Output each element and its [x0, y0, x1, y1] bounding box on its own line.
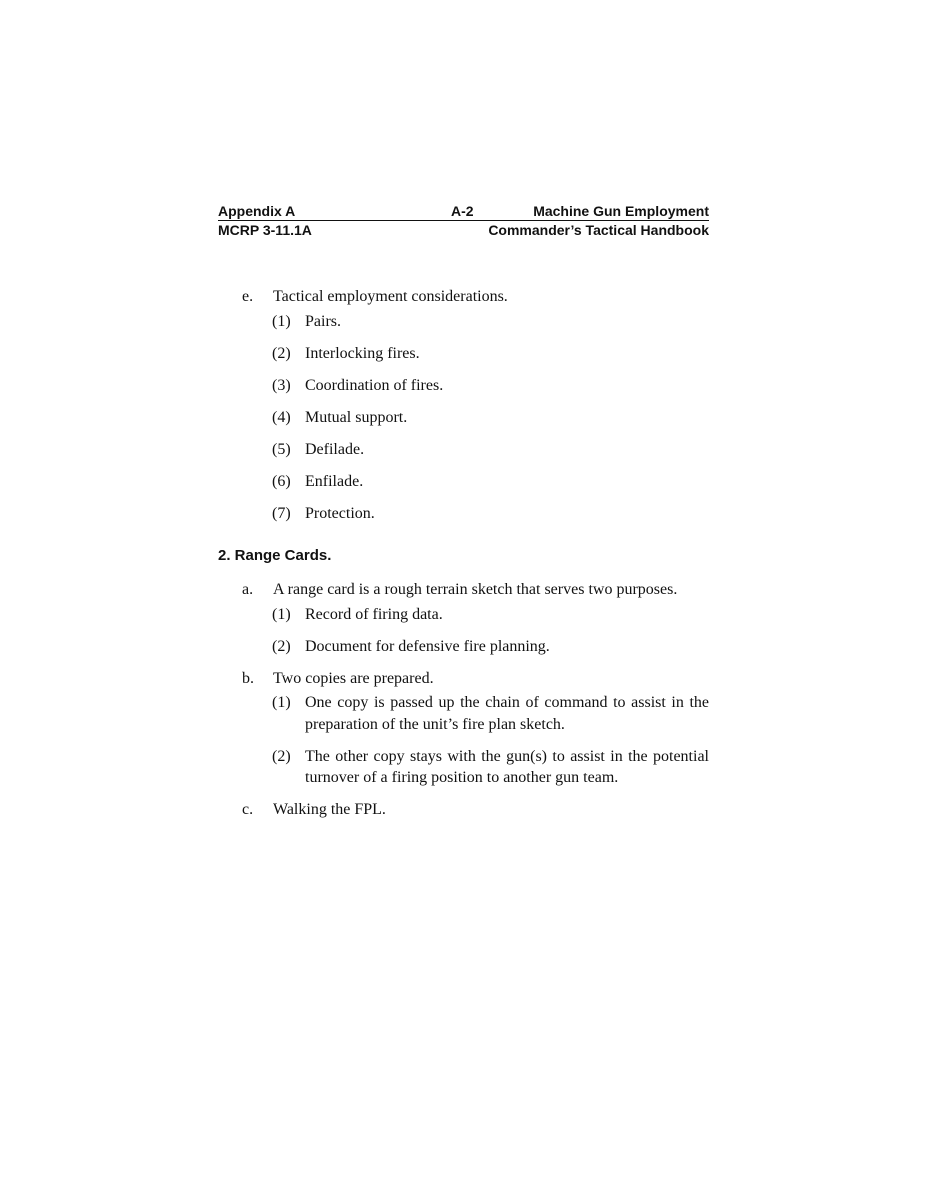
list-text: Pairs. — [305, 312, 341, 330]
list-text: Protection. — [305, 504, 375, 522]
list-text: Walking the FPL. — [273, 801, 386, 818]
list-marker: c. — [242, 801, 254, 818]
list-text: Tactical employment considerations. — [273, 288, 508, 305]
list-item — [218, 343, 709, 365]
document-page — [218, 202, 709, 821]
list-item — [218, 636, 709, 658]
list-item — [218, 579, 709, 601]
list-text: Enfilade. — [305, 472, 364, 490]
list-item — [218, 439, 709, 461]
list-text: Coordination of fires. — [305, 376, 444, 394]
running-header-top — [218, 202, 709, 221]
list-marker: (2) — [272, 344, 291, 362]
list-text: A range card is a rough terrain sketch that serves two purposes. — [273, 581, 678, 598]
list-marker: (6) — [272, 472, 291, 490]
publication-title: Commander’s Tactical Handbook — [488, 222, 709, 238]
list-item — [218, 503, 709, 525]
list-marker: (2) — [272, 637, 291, 655]
list-marker: (1) — [272, 605, 291, 623]
list-text: Document for defensive fire planning. — [305, 637, 550, 655]
list-marker: (7) — [272, 504, 291, 522]
list-text: Defilade. — [305, 440, 365, 458]
list-text: Two copies are prepared. — [273, 669, 434, 687]
list-item — [218, 375, 709, 397]
list-item — [218, 746, 709, 789]
list-item — [218, 668, 709, 690]
list-marker: (3) — [272, 376, 291, 394]
list-marker: b. — [242, 669, 254, 687]
running-header-bottom — [218, 221, 709, 239]
list-item — [218, 407, 709, 429]
list-text: Interlocking fires. — [305, 344, 420, 362]
list-marker: (4) — [272, 408, 291, 426]
appendix-label: Appendix A — [218, 203, 296, 219]
list-marker: (2) — [272, 747, 291, 765]
list-text: The other copy stays with the gun(s) to assist in the potential turnover of a firing position to another gun team. — [305, 747, 709, 786]
list-text: One copy is passed up the chain of command to assist in the preparation of the unit’s fire plan sketch. — [305, 694, 709, 733]
list-marker: (1) — [272, 312, 291, 330]
list-marker: e. — [242, 288, 254, 305]
list-item — [218, 471, 709, 493]
list-item — [218, 311, 709, 333]
list-text: Record of firing data. — [305, 605, 443, 623]
section-heading: 2. Range Cards. — [218, 547, 332, 564]
list-item — [218, 692, 709, 735]
list-text: Mutual support. — [305, 408, 408, 426]
list-item — [218, 286, 709, 308]
list-marker: a. — [242, 581, 254, 598]
list-marker: (5) — [272, 440, 291, 458]
list-item — [218, 799, 709, 821]
publication-number: MCRP 3-11.1A — [218, 222, 312, 238]
list-item — [218, 604, 709, 626]
list-marker: (1) — [272, 694, 291, 711]
chapter-title: Machine Gun Employment — [533, 203, 709, 219]
page-number: A-2 — [451, 203, 474, 219]
